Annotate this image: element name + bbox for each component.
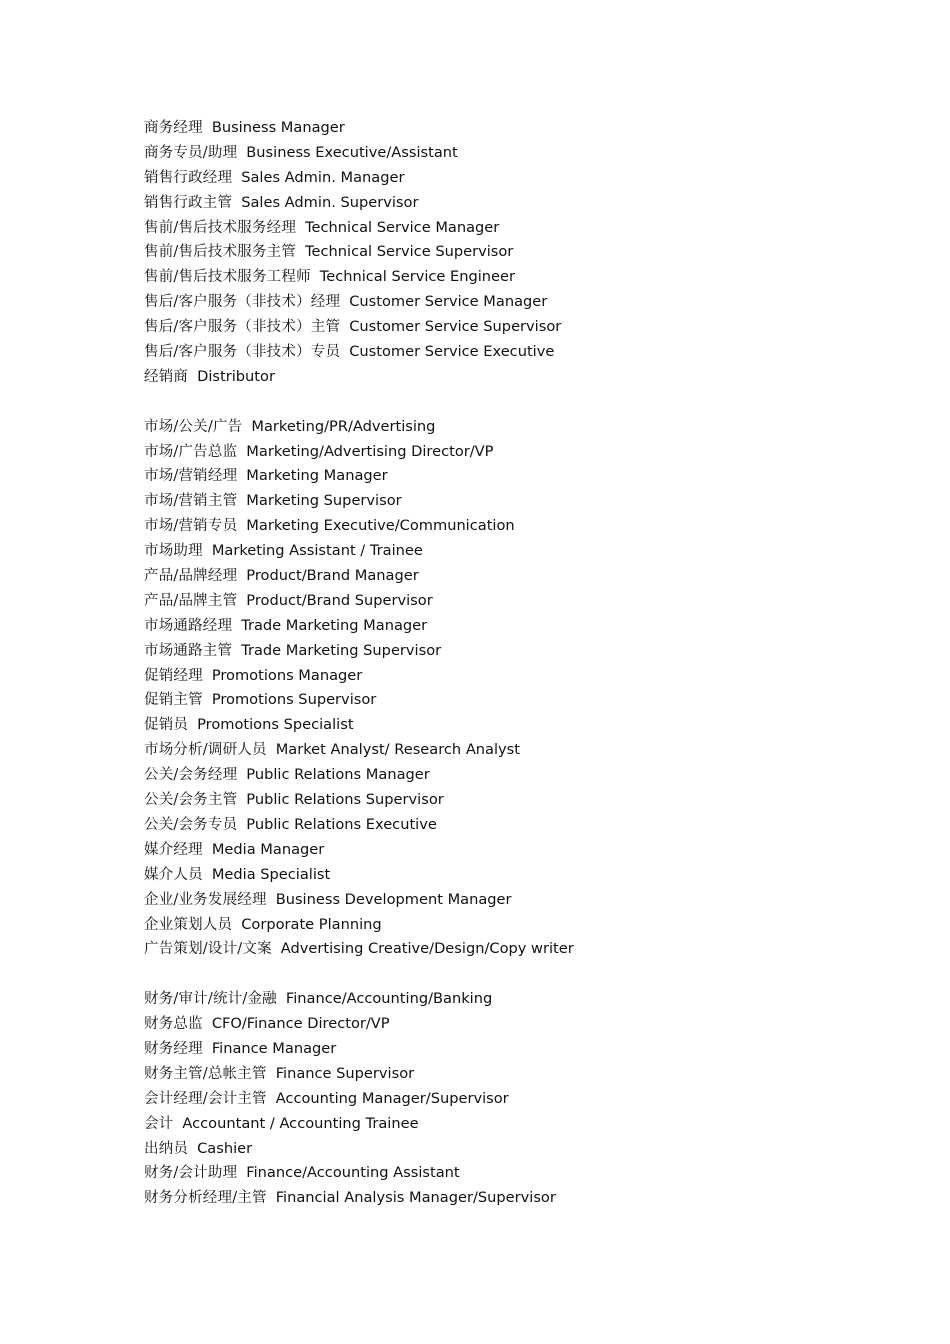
job-title-english: Promotions Specialist — [197, 716, 354, 734]
job-title-english: Business Executive/Assistant — [246, 143, 458, 161]
job-title-english: Promotions Manager — [211, 666, 363, 684]
job-title-english: Promotions Supervisor — [211, 691, 377, 709]
job-title-english: Market Analyst/ Research Analyst — [275, 741, 521, 759]
job-title-english: Business Development Manager — [275, 890, 512, 908]
job-title-chinese: 财务主管/总帐主管 — [144, 1065, 267, 1082]
document-page — [144, 116, 924, 1211]
job-title-row — [144, 838, 924, 863]
job-title-english: Marketing Supervisor — [246, 492, 402, 510]
job-title-row — [144, 489, 924, 514]
job-title-english: Customer Service Manager — [349, 293, 548, 311]
job-title-english: Financial Analysis Manager/Supervisor — [275, 1189, 556, 1207]
job-title-english: Media Specialist — [211, 865, 331, 883]
job-title-english: Marketing/Advertising Director/VP — [246, 442, 494, 460]
job-title-chinese: 销售行政经理 — [144, 169, 233, 186]
job-title-row — [144, 365, 924, 390]
job-title-chinese: 促销经理 — [144, 667, 203, 684]
job-title-chinese: 售后/客户服务（非技术）主管 — [144, 319, 341, 336]
job-title-english: Marketing Assistant / Trainee — [211, 542, 423, 560]
job-title-english: Finance Manager — [211, 1039, 337, 1057]
job-title-row — [144, 315, 924, 340]
job-title-english: Public Relations Manager — [246, 766, 430, 784]
job-title-row — [144, 1161, 924, 1186]
job-title-row — [144, 415, 924, 440]
job-title-chinese: 市场/营销主管 — [144, 493, 238, 510]
job-title-chinese: 售前/售后技术服务工程师 — [144, 269, 311, 286]
job-title-row — [144, 788, 924, 813]
job-title-english: Distributor — [197, 367, 275, 385]
job-title-chinese: 媒介经理 — [144, 841, 203, 858]
job-title-row — [144, 290, 924, 315]
job-title-english: Customer Service Supervisor — [349, 318, 562, 336]
job-title-chinese: 产品/品牌主管 — [144, 592, 238, 609]
job-title-chinese: 市场通路经理 — [144, 617, 233, 634]
job-title-english: Sales Admin. Manager — [241, 168, 405, 186]
job-title-chinese: 促销主管 — [144, 692, 203, 709]
job-title-english: CFO/Finance Director/VP — [211, 1015, 390, 1033]
job-title-chinese: 市场通路主管 — [144, 642, 233, 659]
job-title-english: Product/Brand Manager — [246, 567, 419, 585]
job-title-chinese: 售后/客户服务（非技术）经理 — [144, 294, 341, 311]
job-title-chinese: 商务专员/助理 — [144, 144, 238, 161]
job-title-chinese: 销售行政主管 — [144, 194, 233, 211]
job-title-row — [144, 713, 924, 738]
job-title-row — [144, 1112, 924, 1137]
job-title-english: Technical Service Supervisor — [305, 243, 514, 261]
job-title-english: Customer Service Executive — [349, 343, 555, 361]
job-title-english: Product/Brand Supervisor — [246, 591, 433, 609]
job-title-row — [144, 1012, 924, 1037]
job-title-chinese: 会计经理/会计主管 — [144, 1090, 267, 1107]
job-title-row — [144, 937, 924, 962]
job-title-english: Trade Marketing Manager — [241, 616, 428, 634]
job-title-row — [144, 141, 924, 166]
job-title-english: Marketing Executive/Communication — [246, 517, 515, 535]
job-title-group — [144, 116, 924, 390]
job-title-chinese: 出纳员 — [144, 1140, 189, 1157]
job-title-row — [144, 216, 924, 241]
job-title-row — [144, 688, 924, 713]
job-title-chinese: 企业/业务发展经理 — [144, 891, 267, 908]
job-title-chinese: 市场分析/调研人员 — [144, 742, 267, 759]
job-title-chinese: 售前/售后技术服务经理 — [144, 219, 297, 236]
job-title-row — [144, 1137, 924, 1162]
job-title-group — [144, 987, 924, 1211]
job-title-row — [144, 987, 924, 1012]
job-title-row — [144, 116, 924, 141]
job-title-row — [144, 240, 924, 265]
job-title-chinese: 公关/会务专员 — [144, 816, 238, 833]
job-title-row — [144, 440, 924, 465]
job-title-english: Trade Marketing Supervisor — [241, 641, 442, 659]
job-title-chinese: 促销员 — [144, 717, 189, 734]
job-title-english: Marketing Manager — [246, 467, 388, 485]
job-title-chinese: 财务经理 — [144, 1040, 203, 1057]
job-title-english: Sales Admin. Supervisor — [241, 193, 419, 211]
job-title-row — [144, 514, 924, 539]
job-title-english: Corporate Planning — [241, 915, 382, 933]
job-title-chinese: 商务经理 — [144, 120, 203, 136]
job-title-chinese: 财务总监 — [144, 1016, 203, 1033]
job-title-english: Technical Service Engineer — [319, 268, 516, 286]
job-title-chinese: 会计 — [144, 1115, 174, 1132]
job-title-chinese: 经销商 — [144, 368, 189, 385]
job-title-row — [144, 539, 924, 564]
job-title-english: Finance Supervisor — [275, 1064, 415, 1082]
job-title-chinese: 企业策划人员 — [144, 916, 233, 933]
job-title-english: Accountant / Accounting Trainee — [182, 1114, 419, 1132]
job-title-row — [144, 1087, 924, 1112]
job-title-chinese: 广告策划/设计/文案 — [144, 941, 272, 958]
job-title-row — [144, 1037, 924, 1062]
job-title-group — [144, 415, 924, 963]
job-title-chinese: 售前/售后技术服务主管 — [144, 244, 297, 261]
job-title-english: Media Manager — [211, 840, 325, 858]
job-title-english: Marketing/PR/Advertising — [251, 417, 436, 435]
job-title-row — [144, 738, 924, 763]
job-title-row — [144, 191, 924, 216]
job-title-english: Cashier — [197, 1139, 253, 1157]
job-title-chinese: 财务/会计助理 — [144, 1165, 238, 1182]
job-title-chinese: 公关/会务经理 — [144, 767, 238, 784]
job-title-english: Public Relations Supervisor — [246, 791, 444, 809]
job-title-english: Public Relations Executive — [246, 815, 437, 833]
job-title-row — [144, 763, 924, 788]
job-title-english: Technical Service Manager — [305, 218, 500, 236]
job-title-row — [144, 813, 924, 838]
job-title-chinese: 售后/客户服务（非技术）专员 — [144, 344, 341, 361]
job-title-chinese: 公关/会务主管 — [144, 792, 238, 809]
job-title-english: Accounting Manager/Supervisor — [275, 1089, 509, 1107]
job-title-row — [144, 1062, 924, 1087]
job-title-row — [144, 913, 924, 938]
job-title-chinese: 产品/品牌经理 — [144, 568, 238, 585]
job-title-row — [144, 664, 924, 689]
job-title-chinese: 市场/营销经理 — [144, 468, 238, 485]
job-title-row — [144, 888, 924, 913]
job-title-row — [144, 340, 924, 365]
job-title-row — [144, 166, 924, 191]
job-title-row — [144, 464, 924, 489]
job-title-row — [144, 564, 924, 589]
job-title-chinese: 市场助理 — [144, 543, 203, 560]
job-title-chinese: 市场/公关/广告 — [144, 418, 243, 435]
job-title-chinese: 媒介人员 — [144, 866, 203, 883]
job-title-row — [144, 265, 924, 290]
job-title-english: Finance/Accounting/Banking — [285, 990, 493, 1008]
job-title-english: Finance/Accounting Assistant — [246, 1164, 460, 1182]
job-title-row — [144, 863, 924, 888]
job-title-english: Business Manager — [211, 119, 345, 136]
job-title-row — [144, 639, 924, 664]
job-title-chinese: 财务分析经理/主管 — [144, 1190, 267, 1207]
job-title-chinese: 市场/广告总监 — [144, 443, 238, 460]
job-title-row — [144, 589, 924, 614]
job-title-english: Advertising Creative/Design/Copy writer — [280, 940, 574, 958]
job-title-row — [144, 614, 924, 639]
job-title-row — [144, 1186, 924, 1211]
job-title-chinese: 财务/审计/统计/金融 — [144, 991, 277, 1008]
job-title-chinese: 市场/营销专员 — [144, 518, 238, 535]
